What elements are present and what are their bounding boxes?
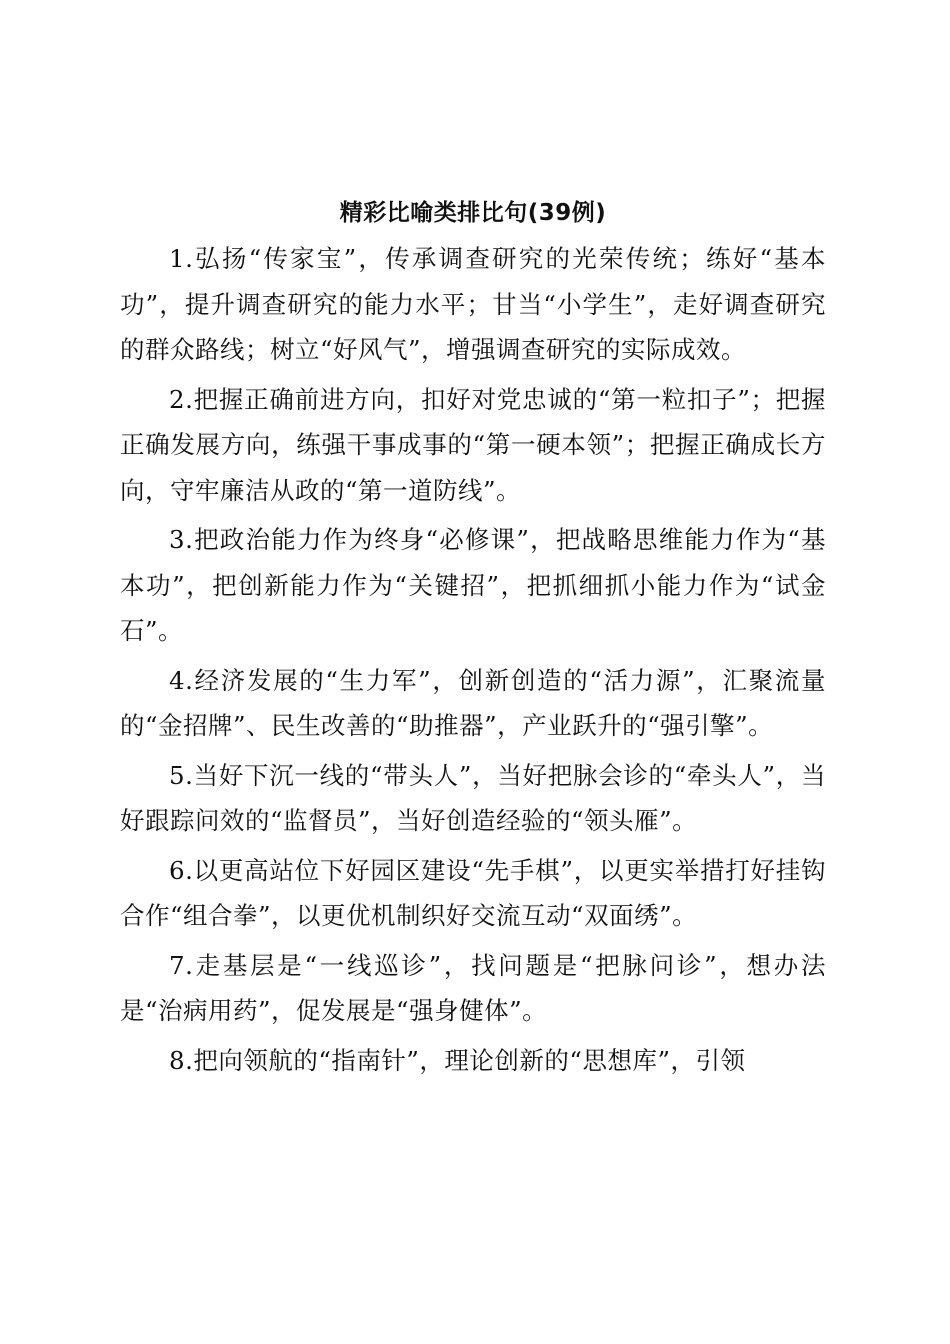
paragraph-2: 2.把握正确前进方向，扣好对党忠诚的“第一粒扣子”；把握正确发展方向，练强干事成事的“第一硬本领”；把握正确成长方向，守牢廉洁从政的“第一道防线”。 xyxy=(120,384,826,505)
paragraph-6: 6.以更高站位下好园区建设“先手棋”，以更实举措打好挂钩合作“组合拳”，以更优机制织好交流互动“双面绣”。 xyxy=(120,855,826,930)
paragraph-4: 4.经济发展的“生力军”，创新创造的“活力源”，汇聚流量的“金招牌”、民生改善的“助推器”，产业跃升的“强引擎”。 xyxy=(120,665,826,740)
paragraph-1: 1.弘扬“传家宝”，传承调查研究的光荣传统；练好“基本功”，提升调查研究的能力水平；甘当“小学生”，走好调查研究的群众路线；树立“好风气”，增强调查研究的实际成效。 xyxy=(120,244,826,364)
document-page xyxy=(120,198,826,1087)
paragraph-5: 5.当好下沉一线的“带头人”，当好把脉会诊的“牵头人”，当好跟踪问效的“监督员”，当好创造经验的“领头雁”。 xyxy=(120,760,826,835)
paragraph-8: 8.把向领航的“指南针”，理论创新的“思想库”，引领 xyxy=(169,1045,746,1075)
document-title: 精彩比喻类排比句(39例) xyxy=(339,200,607,226)
paragraph-3: 3.把政治能力作为终身“必修课”，把战略思维能力作为“基本功”，把创新能力作为“关键招”，把抓细抓小能力作为“试金石”。 xyxy=(120,525,826,645)
paragraph-7: 7.走基层是“一线巡诊”，找问题是“把脉问诊”，想办法是“治病用药”，促发展是“强身健体”。 xyxy=(120,950,826,1025)
